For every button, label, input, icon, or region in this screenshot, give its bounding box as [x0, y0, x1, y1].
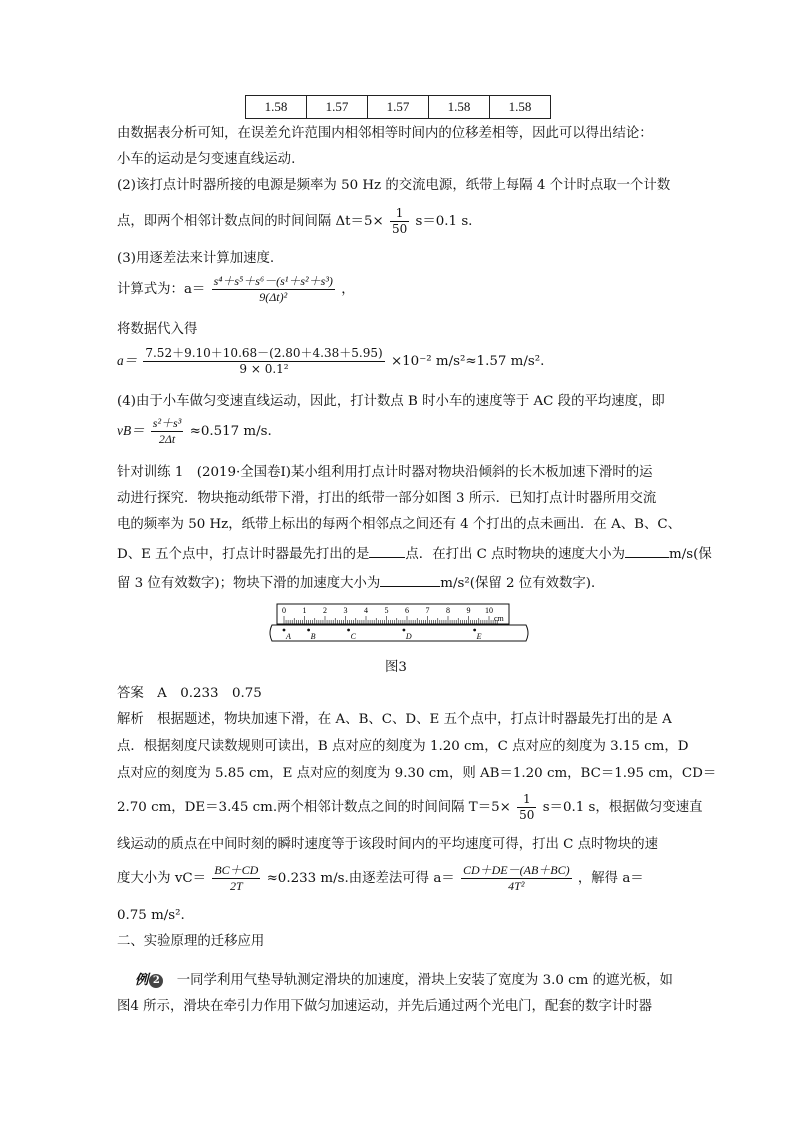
- paragraph-line: 点对应的刻度为 5.85 cm，E 点对应的刻度为 9.30 cm，则 AB＝1.20 cm，BC＝1.95 cm，CD＝: [117, 766, 717, 781]
- fraction-numerator: s²＋s³: [152, 416, 182, 430]
- paragraph-line: (2)该打点计时器所接的电源是频率为 50 Hz 的交流电源，纸带上每隔 4 个计时点取一个计数: [117, 178, 671, 193]
- fraction-denominator: 9 × 0.1²: [239, 362, 289, 376]
- paragraph-line: 针对训练 1 (2019·全国卷Ⅰ)某小组利用打点计时器对物块沿倾斜的长木板加速下滑时的运: [117, 465, 653, 480]
- formula-line-velocity: [117, 416, 272, 447]
- fraction-numerator: 7.52＋9.10＋10.68－(2.80＋4.38＋5.95): [145, 346, 383, 360]
- text-segment: ≈0.517 m/s.: [189, 424, 272, 439]
- section-heading: 二、实验原理的迁移应用: [117, 934, 265, 949]
- paragraph-line: 动进行探究．物块拖动纸带下滑，打出的纸带一部分如图 3 所示．已知打点计时器所用交流: [117, 491, 657, 506]
- answer-blank: [380, 574, 440, 587]
- fraction-numerator: 1: [390, 206, 409, 222]
- answer-blank: [369, 545, 405, 558]
- example-number-badge: 2: [149, 974, 163, 988]
- fraction: [212, 863, 260, 894]
- text-segment: 点．在打出 C 点时物块的速度大小为: [405, 547, 626, 562]
- answer-line: 答案 A 0.233 0.75: [117, 686, 262, 701]
- tape-point: [283, 629, 286, 632]
- tape-point-label: A: [286, 632, 291, 641]
- example-label: 例: [135, 972, 149, 987]
- table-cell: 1.57: [307, 96, 368, 119]
- text-segment: vB＝: [117, 423, 145, 438]
- formula-line-acceleration: [117, 274, 355, 305]
- ruler-tick-label: 2: [323, 606, 327, 615]
- text-segment: 计算式为：a＝: [117, 282, 206, 297]
- fraction-denominator: 50: [391, 222, 408, 236]
- formula-line-dt: [117, 206, 472, 237]
- paragraph-line: 由数据表分析可知，在误差允许范围内相邻相等时间内的位移差相等，因此可以得出结论：: [117, 126, 653, 141]
- text-segment: s＝0.1 s.: [415, 214, 473, 229]
- paragraph-line: [117, 545, 712, 563]
- table-cell: 1.58: [246, 96, 307, 119]
- tape-point: [347, 629, 350, 632]
- fraction-denominator: 9(Δt)²: [259, 290, 288, 304]
- text-segment: 2.70 cm，DE＝3.45 cm.两个相邻计数点之间的时间间隔 T＝5×: [117, 800, 511, 815]
- fraction-numerator: s⁴＋s⁵＋s⁶－(s¹＋s²＋s³): [213, 274, 333, 288]
- ruler-tick-label: 8: [446, 606, 450, 615]
- text-segment: 度大小为 vC＝: [117, 871, 207, 886]
- fraction-numerator: BC＋CD: [214, 863, 259, 877]
- formula-line-substitution: [117, 346, 544, 377]
- ruler-tape-figure: [262, 603, 532, 651]
- tape-outline: [270, 625, 528, 641]
- text-segment: D、E 五个点中，打点计时器最先打出的是: [117, 547, 370, 562]
- paragraph-line: 电的频率为 50 Hz，纸带上标出的每两个相邻点之间还有 4 个打出的点未画出．在 A、B、C、: [117, 517, 681, 532]
- fraction-denominator: 2T: [229, 879, 243, 893]
- figure-caption: 图3: [385, 660, 407, 675]
- ruler-tick-label: 5: [384, 606, 389, 615]
- ruler-tick-label: 3: [343, 606, 348, 615]
- tape-point-label: C: [350, 632, 356, 641]
- data-table: [245, 95, 551, 119]
- table-cell: 1.58: [490, 96, 551, 119]
- paragraph-line: 点．根据刻度尺读数规则可读出，B 点对应的刻度为 1.20 cm，C 点对应的刻度为 3.15 cm，D: [117, 739, 689, 754]
- ruler-tick-label: 10: [485, 606, 493, 615]
- text-segment: ，: [341, 282, 355, 297]
- answer-blank: [625, 545, 669, 558]
- ruler-tick-label: 6: [405, 606, 409, 615]
- text-segment: 留 3 位有效数字)；物块下滑的加速度大小为: [117, 576, 381, 591]
- tape-point: [307, 629, 310, 632]
- fraction: [517, 792, 536, 823]
- text-segment: 点，即两个相邻计数点间的时间间隔 Δt＝5×: [117, 214, 384, 229]
- text-segment: m/s²(保留 2 位有效数字)．: [440, 576, 605, 591]
- paragraph-line: 0.75 m/s².: [117, 908, 185, 923]
- tape-point-label: E: [476, 632, 482, 641]
- formula-line-result: [117, 863, 644, 894]
- fraction-numerator: CD＋DE－(AB＋BC): [462, 863, 570, 877]
- text-segment: ×10⁻² m/s²≈1.57 m/s².: [390, 354, 545, 369]
- tape-point-label: B: [310, 632, 316, 641]
- fraction-denominator: 4T²: [508, 879, 525, 893]
- table-cell: 1.57: [368, 96, 429, 119]
- paragraph-line: 小车的运动是匀变速直线运动.: [117, 152, 296, 167]
- tape-point-label: D: [405, 632, 412, 641]
- ruler-tick-label: 7: [425, 606, 430, 615]
- fraction: [212, 274, 335, 305]
- text-segment: s＝0.1 s，根据做匀变速直: [542, 800, 703, 815]
- fraction: [390, 206, 409, 237]
- paragraph-line: [117, 574, 604, 592]
- text-segment: a＝: [117, 353, 138, 368]
- text-segment: ≈0.233 m/s.由逐差法可得 a＝: [266, 871, 455, 886]
- paragraph-line: 解析 根据题述，物块加速下滑，在 A、B、C、D、E 五个点中，打点计时器最先打出的是 A: [117, 712, 672, 727]
- fraction: [151, 416, 184, 447]
- ruler-tick-label: 0: [282, 606, 286, 615]
- paragraph-line: (4)由于小车做匀变速直线运动，因此，打计数点 B 时小车的速度等于 AC 段的平均速度，即: [117, 394, 665, 409]
- ruler-tick-label: 1: [302, 606, 307, 615]
- fraction: [461, 863, 572, 894]
- text-segment: 一同学利用气垫导轨测定滑块的加速度，滑块上安装了宽度为 3.0 cm 的遮光板，如: [163, 973, 673, 988]
- paragraph-line: 线运动的质点在中间时刻的瞬时速度等于该段时间内的平均速度可得，打出 C 点时物块的速: [117, 837, 658, 852]
- ruler-tick-label: 4: [364, 606, 368, 615]
- text-segment: m/s(保: [669, 547, 712, 562]
- text-segment: ，解得 a＝: [577, 871, 644, 886]
- formula-line-period: [117, 792, 703, 823]
- ruler-body: [277, 604, 509, 624]
- fraction: [143, 346, 384, 377]
- paragraph-line: (3)用逐差法来计算加速度.: [117, 251, 275, 266]
- ruler-tick-label: 9: [466, 606, 471, 615]
- table-cell: 1.58: [429, 96, 490, 119]
- paragraph-line: 将数据代入得: [117, 322, 198, 337]
- paper-tape: [270, 625, 528, 641]
- table-row: [246, 96, 551, 119]
- tape-point: [403, 629, 406, 632]
- fraction-numerator: 1: [517, 792, 536, 808]
- paragraph-line: 图4 所示，滑块在牵引力作用下做匀加速运动，并先后通过两个光电门，配套的数字计时器: [117, 999, 653, 1014]
- ruler: [277, 604, 509, 624]
- fraction-denominator: 2Δt: [158, 432, 176, 446]
- tape-point: [473, 629, 476, 632]
- ruler-unit-label: cm: [494, 614, 504, 623]
- example-line: [135, 972, 673, 989]
- fraction-denominator: 50: [519, 808, 535, 822]
